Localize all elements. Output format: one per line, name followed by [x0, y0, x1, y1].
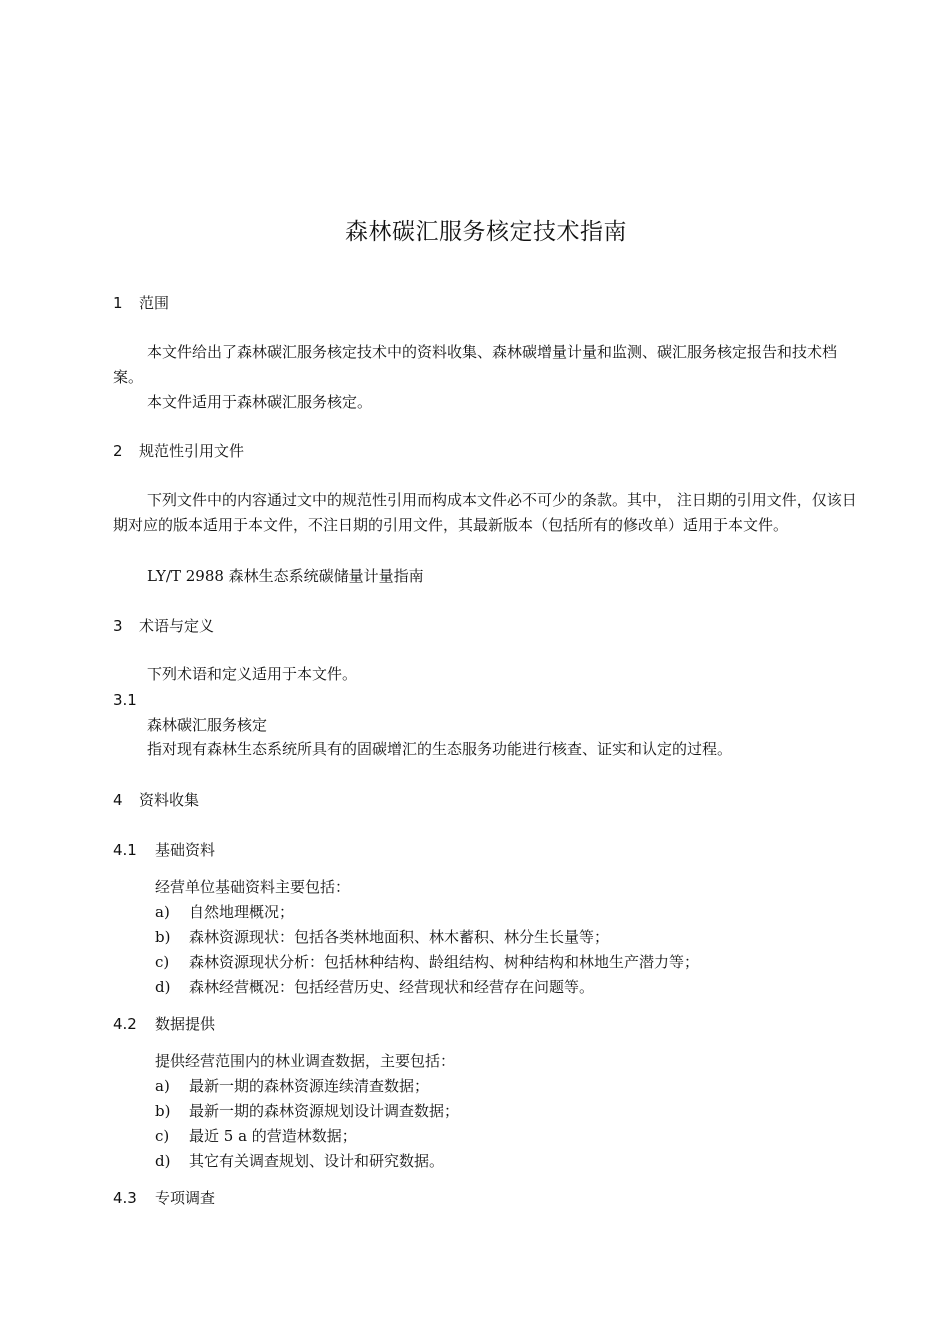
list-text: 最新一期的森林资源规划设计调查数据； [189, 1102, 460, 1120]
paragraph: 下列文件中的内容通过文中的规范性引用而构成本文件必不可少的条款。其中， 注日期的引用文件，仅该日期对应的版本适用于本文件，不注日期的引用文件，其最新版本（包括所有的修改单）适用于本文件。 [113, 491, 857, 534]
list-marker: d) [155, 1152, 171, 1170]
term-number: 3.1 [113, 691, 137, 709]
list-text: 其它有关调查规划、设计和研究数据。 [189, 1152, 445, 1170]
subsection-title: 专项调查 [155, 1189, 216, 1207]
list-text: 最新一期的森林资源连续清查数据； [189, 1077, 430, 1095]
list-item [155, 926, 609, 948]
list-item [155, 901, 294, 923]
list-text: 森林资源现状：包括各类林地面积、林木蓄积、林分生长量等； [189, 928, 610, 946]
list-item [155, 1100, 459, 1122]
subsection-title: 基础资料 [155, 841, 216, 859]
section-number: 4 [113, 791, 123, 809]
document-title: 森林碳汇服务核定技术指南 [345, 219, 627, 245]
list-intro: 提供经营范围内的林业调查数据，主要包括： [155, 1052, 456, 1070]
list-item [155, 976, 594, 998]
term-name: 森林碳汇服务核定 [147, 716, 268, 734]
paragraph: 下列术语和定义适用于本文件。 [147, 665, 358, 683]
subsection-title: 数据提供 [155, 1015, 216, 1033]
list-marker: c) [155, 953, 170, 971]
section-4-heading [113, 789, 199, 811]
list-text: 最近 5 a 的营造林数据； [189, 1127, 357, 1145]
list-marker: a) [155, 903, 170, 921]
section-3-heading [113, 615, 214, 637]
paragraph: 本文件给出了森林碳汇服务核定技术中的资料收集、森林碳增量计量和监测、碳汇服务核定报告和技术档案。 [113, 343, 838, 386]
section-number: 1 [113, 294, 123, 312]
list-item [155, 951, 699, 973]
subsection-4-1-heading [113, 839, 215, 861]
list-marker: c) [155, 1127, 170, 1145]
list-text: 森林经营概况：包括经营历史、经营现状和经营存在问题等。 [189, 978, 595, 996]
list-intro: 经营单位基础资料主要包括： [155, 878, 351, 896]
section-1-heading [113, 292, 169, 314]
normative-reference: LY/T 2988 森林生态系统碳储量计量指南 [147, 567, 424, 585]
section-title: 范围 [139, 294, 170, 312]
subsection-4-3-heading [113, 1187, 215, 1209]
subsection-number: 4.1 [113, 841, 137, 859]
list-item [155, 1075, 429, 1097]
subsection-number: 4.3 [113, 1189, 137, 1207]
list-item [155, 1125, 357, 1147]
list-item [155, 1150, 444, 1172]
list-marker: d) [155, 978, 171, 996]
list-text: 自然地理概况； [189, 903, 295, 921]
section-title: 术语与定义 [139, 617, 215, 635]
paragraph: 本文件适用于森林碳汇服务核定。 [147, 393, 373, 411]
subsection-number: 4.2 [113, 1015, 137, 1033]
list-marker: b) [155, 1102, 171, 1120]
section-title: 资料收集 [139, 791, 200, 809]
subsection-4-2-heading [113, 1013, 215, 1035]
section-title: 规范性引用文件 [139, 442, 245, 460]
section-2-heading [113, 440, 244, 462]
section-number: 2 [113, 442, 123, 460]
list-marker: b) [155, 928, 171, 946]
list-text: 森林资源现状分析：包括林种结构、龄组结构、树种结构和林地生产潜力等； [189, 953, 700, 971]
term-definition: 指对现有森林生态系统所具有的固碳增汇的生态服务功能进行核查、证实和认定的过程。 [147, 740, 733, 758]
section-number: 3 [113, 617, 123, 635]
list-marker: a) [155, 1077, 170, 1095]
